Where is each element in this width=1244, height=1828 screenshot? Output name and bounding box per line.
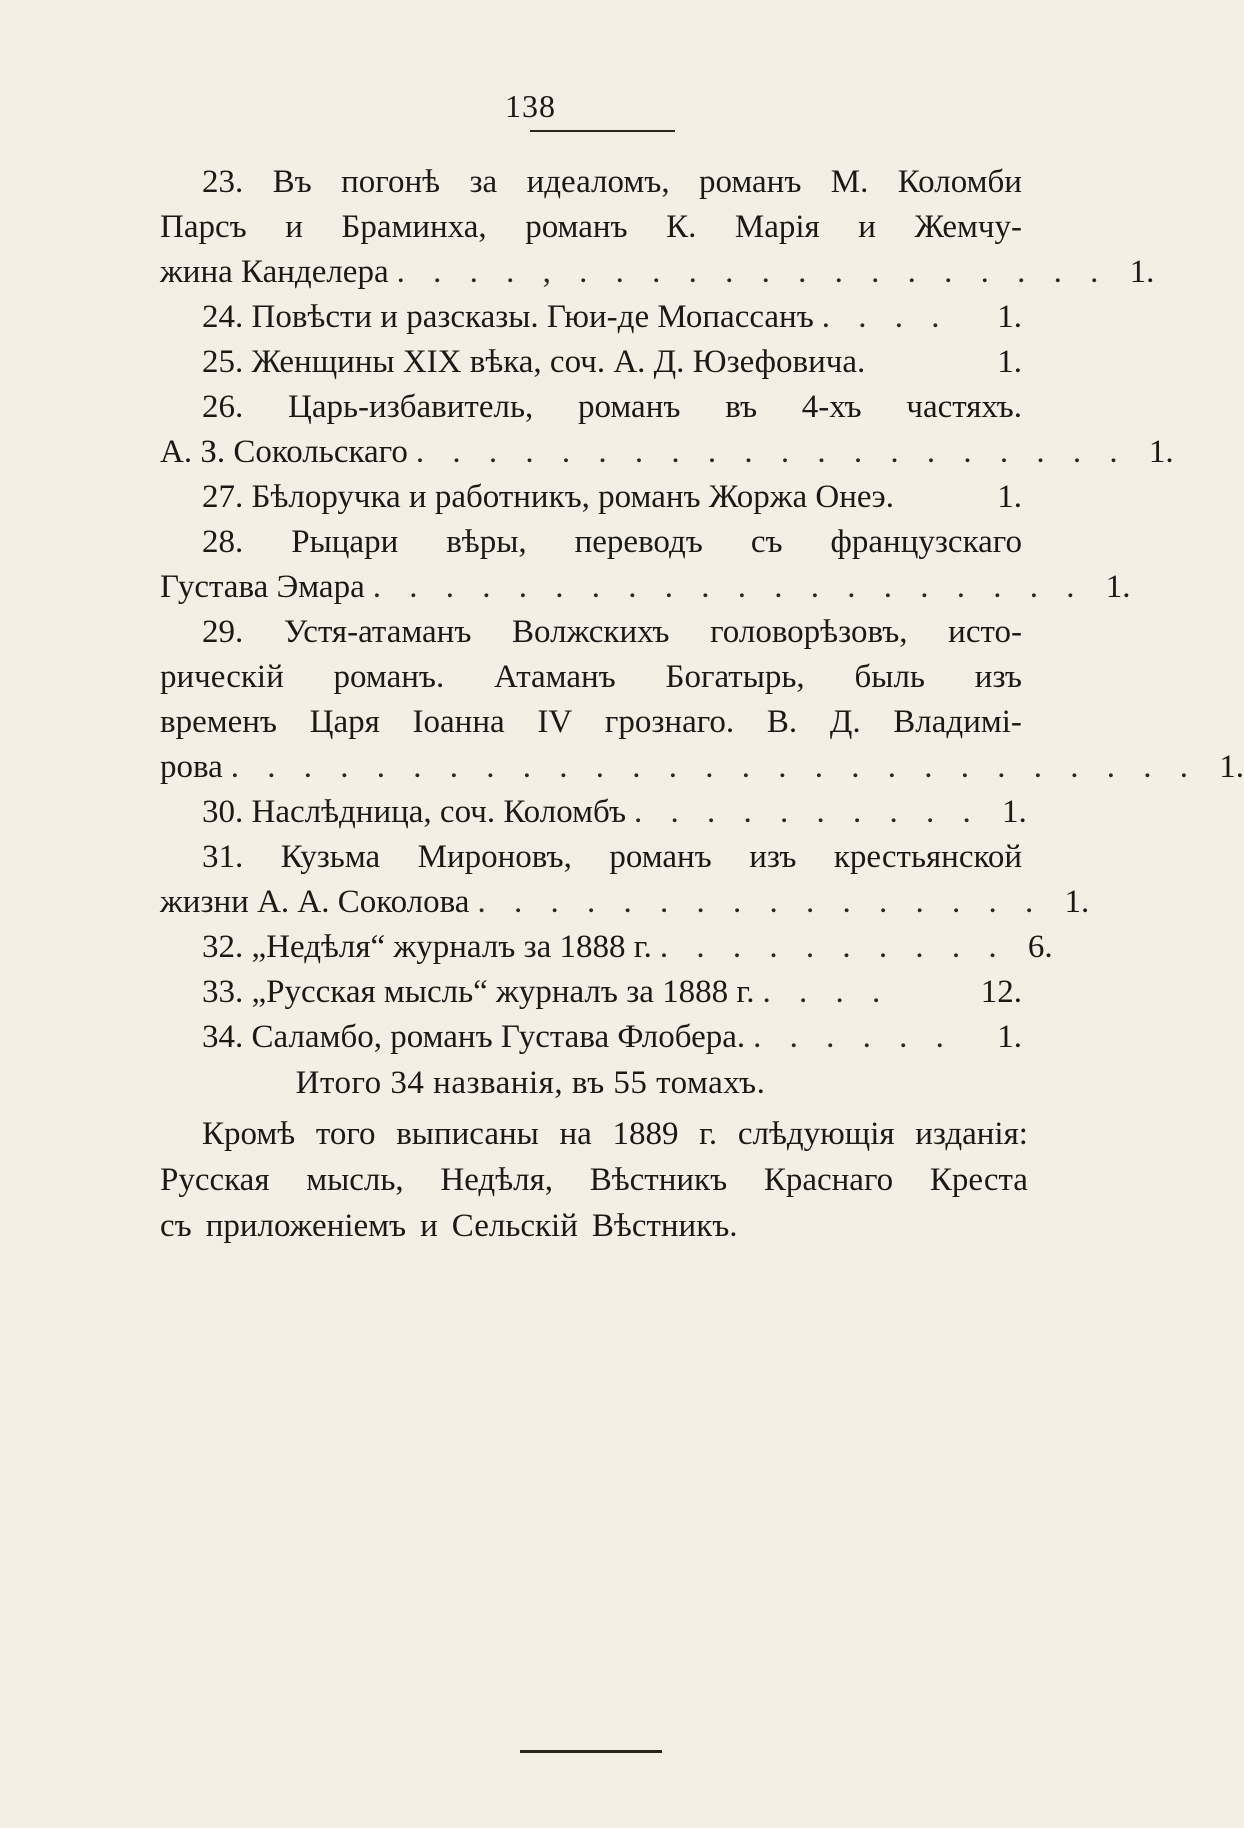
catalog-line <box>160 925 1053 970</box>
paragraph-word: съ <box>160 1208 192 1244</box>
catalog-word: и <box>285 209 303 245</box>
catalog-word: Царя <box>309 704 380 740</box>
volume-count: 1. <box>1148 434 1174 470</box>
dot-leader: . . . . , . . . . . . . . . . . . . . . <box>396 254 1109 290</box>
paragraph-word: Русская <box>160 1162 270 1198</box>
dot-leader: . . . . . . . . . . . . . . . . . . . . <box>415 434 1128 470</box>
catalog-word: В. <box>766 704 798 740</box>
entry-text: 25. Женщины XIX вѣка, соч. А. Д. Юзефовича. <box>202 344 866 380</box>
catalog-word: 31. <box>202 839 244 875</box>
catalog-word: М. <box>830 164 869 200</box>
volume-count: 1. <box>1129 254 1155 290</box>
catalog-word: съ <box>750 524 783 560</box>
catalog-word: Царь-избавитель, <box>288 389 534 425</box>
paragraph-word: мысль, <box>306 1162 404 1198</box>
volume-count: 1. <box>1002 794 1027 830</box>
catalog-word: и <box>858 209 876 245</box>
catalog-line <box>160 295 1022 340</box>
catalog-word: Въ <box>272 164 312 200</box>
catalog-word: рическій <box>160 659 284 695</box>
paragraph-word: Вѣстникъ. <box>591 1208 738 1244</box>
catalog-word: Устя-атаманъ <box>283 614 472 650</box>
paragraph-word: Креста <box>929 1162 1028 1198</box>
dot-leader: . . . . . . <box>753 1019 954 1055</box>
dot-leader <box>894 475 976 520</box>
entry-text: жизни А. А. Соколова <box>160 884 470 920</box>
catalog-line <box>160 340 1022 385</box>
catalog-word: Парсъ <box>160 209 247 245</box>
catalog-word: 26. <box>202 389 244 425</box>
catalog-word: Атаманъ <box>494 659 616 695</box>
paragraph-word: слѣдующія <box>737 1116 895 1152</box>
catalog-line <box>160 160 1022 205</box>
catalog-word: Браминха, <box>341 209 487 245</box>
volume-count: 1. <box>1219 749 1244 785</box>
catalog-line <box>160 745 1244 790</box>
dot-leader: . . . . <box>821 299 950 335</box>
page-number: 138 <box>505 88 556 124</box>
catalog-word: Д. <box>829 704 861 740</box>
dot-leader: . . . . . . . . . . <box>659 929 1007 965</box>
closing-paragraph <box>160 1111 1028 1249</box>
catalog-word: изъ <box>974 659 1022 695</box>
paragraph-word: на <box>559 1116 592 1152</box>
dot-leader <box>865 340 976 385</box>
catalog-word: частяхъ. <box>906 389 1022 425</box>
paragraph-word: Вѣстникъ <box>589 1162 728 1198</box>
paragraph-word: 1889 <box>612 1116 679 1152</box>
catalog-line <box>160 475 1022 520</box>
entry-text: 24. Повѣсти и разсказы. Гюи-де Мопассанъ <box>202 299 814 335</box>
catalog-line <box>160 385 1022 430</box>
dot-leader: . . . . . . . . . . . . . . . . . . . . . . . . . . . <box>230 749 1199 785</box>
volume-count: 1. <box>997 299 1022 335</box>
catalog-word: Кузьма <box>280 839 381 875</box>
paragraph-word: Кромѣ <box>202 1116 296 1152</box>
paragraph-word: изданія: <box>915 1116 1028 1152</box>
catalog-word: Волжскихъ <box>512 614 670 650</box>
catalog-word: исто- <box>948 614 1022 650</box>
entry-text: 32. „Недѣля“ журналъ за 1888 г. <box>202 929 652 965</box>
catalog-line <box>160 1015 1022 1060</box>
catalog-word: 29. <box>202 614 244 650</box>
catalog-word: вѣры, <box>446 524 527 560</box>
volume-count: 1. <box>1105 569 1131 605</box>
catalog-word: временъ <box>160 704 277 740</box>
paragraph-word: того <box>315 1116 376 1152</box>
catalog-line <box>160 880 1090 925</box>
paragraph-line <box>160 1111 1028 1157</box>
catalog-word: головорѣзовъ, <box>710 614 908 650</box>
catalog-word: грознаго. <box>604 704 735 740</box>
paragraph-word: Краснаго <box>763 1162 894 1198</box>
catalog-line <box>160 565 1131 610</box>
catalog-line <box>160 790 1027 835</box>
catalog-word: К. <box>666 209 697 245</box>
paragraph-word: и <box>420 1208 438 1244</box>
catalog-word: французскаго <box>830 524 1022 560</box>
paragraph-line <box>160 1157 1028 1203</box>
entry-text: Густава Эмара <box>160 569 365 605</box>
catalog-word: романъ <box>578 389 681 425</box>
dot-leader: . . . . . . . . . . <box>634 794 981 830</box>
volume-count: 1. <box>997 1019 1022 1055</box>
paragraph-word: г. <box>699 1116 718 1152</box>
catalog-word: 28. <box>202 524 244 560</box>
header-rule <box>530 130 675 132</box>
catalog-line <box>160 205 1022 250</box>
volume-count: 1. <box>997 344 1022 380</box>
catalog-line <box>160 700 1022 745</box>
catalog-word: Іоанна <box>412 704 505 740</box>
catalog-line <box>160 250 1155 295</box>
catalog-word: романъ. <box>333 659 445 695</box>
catalog-line <box>160 655 1022 700</box>
catalog-word: Владимі- <box>893 704 1022 740</box>
catalog-word: IV <box>537 704 573 740</box>
catalog-line <box>160 520 1022 565</box>
entry-text: рова <box>160 749 223 785</box>
catalog-word: въ <box>725 389 758 425</box>
catalog-word: за <box>469 164 498 200</box>
catalog-word: Коломби <box>897 164 1022 200</box>
catalog-word: Жемчу- <box>914 209 1022 245</box>
end-rule <box>520 1750 662 1753</box>
catalog-word: Мироновъ, <box>417 839 572 875</box>
dot-leader: . . . . <box>762 974 891 1010</box>
catalog-word: романъ <box>698 164 802 200</box>
catalog-word: Богатырь, <box>665 659 805 695</box>
catalog-list <box>160 160 1244 1060</box>
catalog-word: 23. <box>202 164 244 200</box>
catalog-word: быль <box>854 659 925 695</box>
catalog-word: идеаломъ, <box>526 164 670 200</box>
entry-text: 30. Наслѣдница, соч. Коломбъ <box>202 794 627 830</box>
catalog-word: изъ <box>749 839 797 875</box>
entry-text: жина Канделера <box>160 254 389 290</box>
dot-leader: . . . . . . . . . . . . . . . . . . . . <box>372 569 1085 605</box>
catalog-line <box>160 430 1174 475</box>
volume-count: 12. <box>980 974 1022 1010</box>
total-line: Итого 34 названія, въ 55 томахъ. <box>295 1065 766 1101</box>
volume-count: 6. <box>1027 929 1053 965</box>
catalog-line <box>160 610 1022 655</box>
paragraph-word: приложеніемъ <box>205 1208 407 1244</box>
volume-count: 1. <box>997 479 1022 515</box>
catalog-word: Рыцари <box>291 524 399 560</box>
catalog-word: погонѣ <box>341 164 441 200</box>
catalog-word: романъ <box>525 209 628 245</box>
catalog-word: романъ <box>609 839 712 875</box>
catalog-word: крестьянской <box>833 839 1022 875</box>
catalog-line <box>160 970 1022 1015</box>
catalog-word: 4-хъ <box>801 389 862 425</box>
catalog-word: Марія <box>734 209 820 245</box>
paragraph-line <box>160 1203 1028 1249</box>
paragraph-word: Сельскій <box>451 1208 578 1244</box>
entry-text: А. З. Сокольскаго <box>160 434 408 470</box>
paragraph-word: выписаны <box>396 1116 539 1152</box>
entry-text: 27. Бѣлоручка и работникъ, романъ Жоржа Онеэ. <box>202 479 894 515</box>
entry-text: 34. Саламбо, романъ Густава Флобера. <box>202 1019 746 1055</box>
paragraph-word: Недѣля, <box>440 1162 554 1198</box>
entry-text: 33. „Русская мысль“ журналъ за 1888 г. <box>202 974 755 1010</box>
dot-leader: . . . . . . . . . . . . . . . . <box>477 884 1044 920</box>
catalog-word: переводъ <box>574 524 703 560</box>
volume-count: 1. <box>1064 884 1090 920</box>
catalog-line <box>160 835 1022 880</box>
